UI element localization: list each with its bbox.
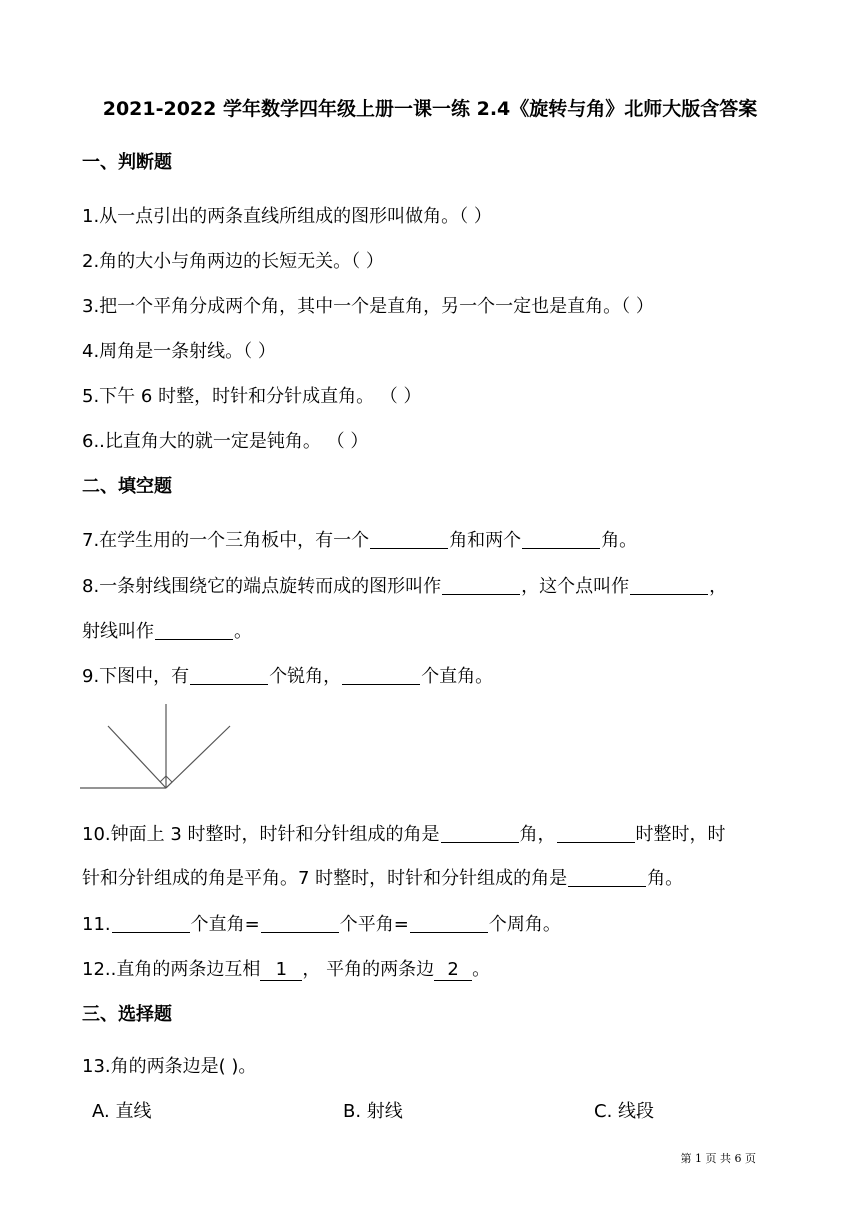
question-8 xyxy=(82,572,727,598)
question-text: 个周角。 xyxy=(488,914,561,935)
question-text: 角。 xyxy=(647,868,684,889)
answer-blank xyxy=(442,574,520,595)
answer-blank xyxy=(630,574,708,595)
section-heading-choice: 三、选择题 xyxy=(82,1004,172,1025)
section-heading-judge: 一、判断题 xyxy=(82,152,172,173)
option-b: B. 射线 xyxy=(343,1101,403,1122)
question-13: 13.角的两条边是( )。 xyxy=(82,1056,257,1077)
answer-blank xyxy=(342,664,420,685)
question-text: 时整时，时 xyxy=(635,824,726,845)
answer-blank xyxy=(155,619,233,640)
question-text: 个直角= xyxy=(190,914,260,935)
question-5: 5.下午 6 时整，时针和分针成直角。 （ ） xyxy=(82,386,422,407)
question-text: 角。 xyxy=(601,530,638,551)
answer-blank xyxy=(568,866,646,887)
question-6: 6..比直角大的就一定是钝角。 （ ） xyxy=(82,431,369,452)
answer-blank xyxy=(441,822,519,843)
filled-answer-1: 1 xyxy=(260,960,302,981)
question-7 xyxy=(82,526,637,552)
question-text: 针和分针组成的角是平角。7 时整时，时针和分针组成的角是 xyxy=(82,868,568,889)
question-9 xyxy=(82,662,493,688)
filled-answer-2: 2 xyxy=(434,960,472,981)
question-text: 11. xyxy=(82,914,111,935)
question-text: ， xyxy=(709,576,728,597)
answer-blank xyxy=(190,664,268,685)
answer-blank xyxy=(112,912,190,933)
question-text: 射线叫作 xyxy=(82,621,154,642)
question-12 xyxy=(82,955,490,981)
angle-figure xyxy=(80,704,240,794)
question-3: 3.把一个平角分成两个角，其中一个是直角，另一个一定也是直角。（ ） xyxy=(82,296,654,317)
page-number: 第 1 页 共 6 页 xyxy=(680,1152,756,1165)
section-heading-fill: 二、填空题 xyxy=(82,476,172,497)
question-text: ， 平角的两条边 xyxy=(302,959,435,980)
question-text: 个直角。 xyxy=(421,666,494,687)
option-c: C. 线段 xyxy=(594,1101,655,1122)
question-10-continued xyxy=(82,864,683,890)
right-diagonal-ray xyxy=(166,726,230,788)
answer-blank xyxy=(370,528,448,549)
answer-blank xyxy=(522,528,600,549)
question-text: ，这个点叫作 xyxy=(521,576,630,597)
question-8-continued xyxy=(82,617,252,643)
question-text: 7.在学生用的一个三角板中，有一个 xyxy=(82,530,370,551)
question-text: 8.一条射线围绕它的端点旋转而成的图形叫作 xyxy=(82,576,442,597)
question-text: 10.钟面上 3 时整时，时针和分针组成的角是 xyxy=(82,824,440,845)
question-text: 角， xyxy=(519,824,556,845)
answer-blank xyxy=(557,822,635,843)
question-text: 9.下图中，有 xyxy=(82,666,190,687)
question-10 xyxy=(82,820,726,846)
answer-blank xyxy=(261,912,339,933)
question-text: 。 xyxy=(234,621,252,642)
question-1: 1.从一点引出的两条直线所组成的图形叫做角。（ ） xyxy=(82,206,492,227)
option-a: A. 直线 xyxy=(92,1101,152,1122)
question-2: 2.角的大小与角两边的长短无关。（ ） xyxy=(82,251,384,272)
question-text: 个锐角， xyxy=(269,666,342,687)
question-text: 12..直角的两条边互相 xyxy=(82,959,261,980)
left-diagonal-ray xyxy=(108,726,166,788)
question-text: 个平角= xyxy=(339,914,409,935)
question-4: 4.周角是一条射线。（ ） xyxy=(82,341,276,362)
question-text: 角和两个 xyxy=(449,530,522,551)
page-title: 2021-2022 学年数学四年级上册一课一练 2.4《旋转与角》北师大版含答案 xyxy=(102,98,758,120)
question-text: 。 xyxy=(472,959,491,980)
answer-blank xyxy=(410,912,488,933)
question-11 xyxy=(82,910,561,936)
